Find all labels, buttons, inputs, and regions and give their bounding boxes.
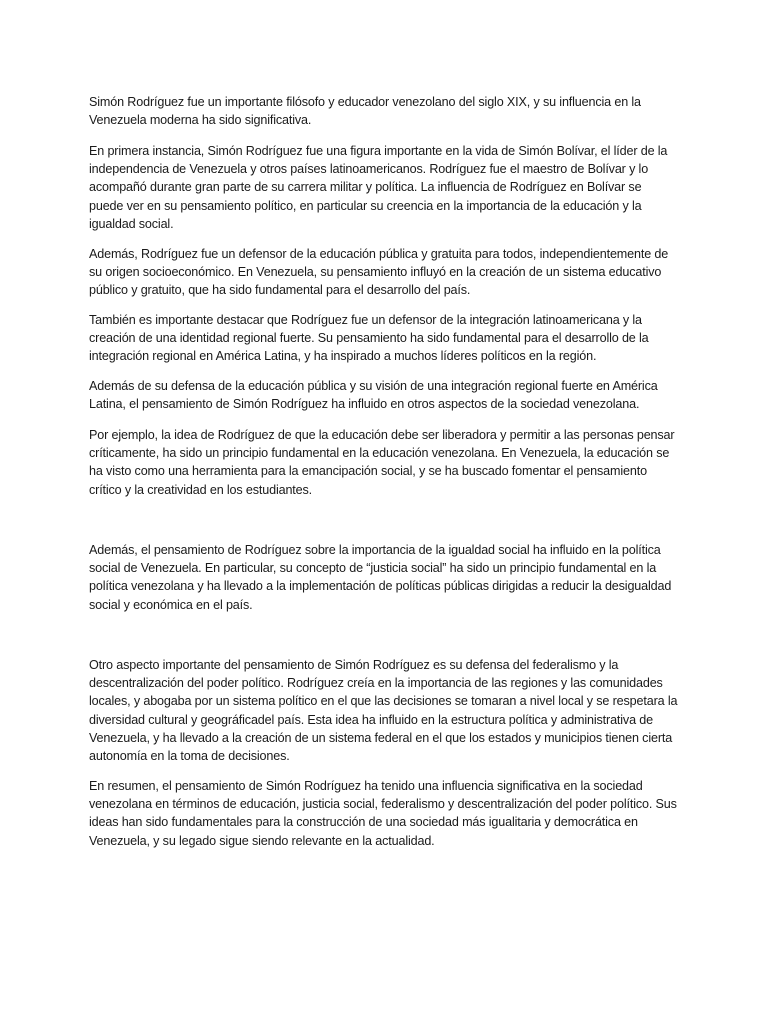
paragraph-intro: Simón Rodríguez fue un importante filósofo y educador venezolano del siglo XIX, y su influencia en la Venezuela moderna ha sido significativa.: [89, 95, 641, 128]
paragraph-latin-integration: También es importante destacar que Rodríguez fue un defensor de la integración latinoamericana y la creación de una identidad regional fuerte. Su pensamiento ha sido fundamental para el desarrollo de la integración regional en América Latina, y ha inspirado a muchos líderes políticos en la región.: [89, 313, 649, 364]
paragraph-public-education: Además, Rodríguez fue un defensor de la educación pública y gratuita para todos, independientemente de su origen socioeconómico. En Venezuela, su pensamiento influyó en la creación de un sistema educativo público y gratuito, que ha sido fundamental para el desarrollo del país.: [89, 247, 669, 298]
paragraph-summary: En resumen, el pensamiento de Simón Rodríguez ha tenido una influencia significativa en la sociedad venezolana en términos de educación, justicia social, federalismo y descentralización del poder político. Sus ideas han sido fundamentales para la construcción de una sociedad más igualitaria y democrática en Venezuela, y su legado sigue siendo relevante en la actualidad.: [89, 779, 677, 848]
paragraph-federalism: Otro aspecto importante del pensamiento de Simón Rodríguez es su defensa del federalismo y la descentralización del poder político. Rodríguez creía en la importancia de las regiones y las comunidades locales, y abogaba por un sistema político en el que las decisiones se tomaran a nivel local y se respetara la diversidad cultural y geográficadel país. Esta idea ha influido en la estructura política y administrativa de Venezuela, y ha llevado a la creación de un sistema federal en el que los estados y municipios tienen cierta autonomía en la toma de decisiones.: [89, 658, 678, 764]
paragraph-other-aspects: Además de su defensa de la educación pública y su visión de una integración regional fuerte en América Latina, el pensamiento de Simón Rodríguez ha influido en otros aspectos de la sociedad venezolana.: [89, 379, 658, 412]
paragraph-social-justice: Además, el pensamiento de Rodríguez sobre la importancia de la igualdad social ha influido en la política social de Venezuela. En particular, su concepto de “justicia social” ha sido un principio fundamental en la política venezolana y ha llevado a la implementación de políticas públicas dirigidas a reducir la desigualdad social y económica en el país.: [89, 543, 672, 612]
paragraph-bolivar: En primera instancia, Simón Rodríguez fue una figura importante en la vida de Simón Bolívar, el líder de la independencia de Venezuela y otros países latinoamericanos. Rodríguez fue el maestro de Bolívar y lo acompañó durante gran parte de su carrera militar y política. La influencia de Rodríguez en Bolívar se puede ver en su pensamiento político, en particular su creencia en la importancia de la educación y la igualdad social.: [89, 144, 668, 231]
paragraph-critical-thinking: Por ejemplo, la idea de Rodríguez de que la educación debe ser liberadora y permitir a las personas pensar críticamente, ha sido un principio fundamental en la educación venezolana. En Venezuela, la educación se ha visto como una herramienta para la emancipación social, y se ha buscado fomentar el pensamiento crítico y la creatividad en los estudiantes.: [89, 428, 675, 497]
